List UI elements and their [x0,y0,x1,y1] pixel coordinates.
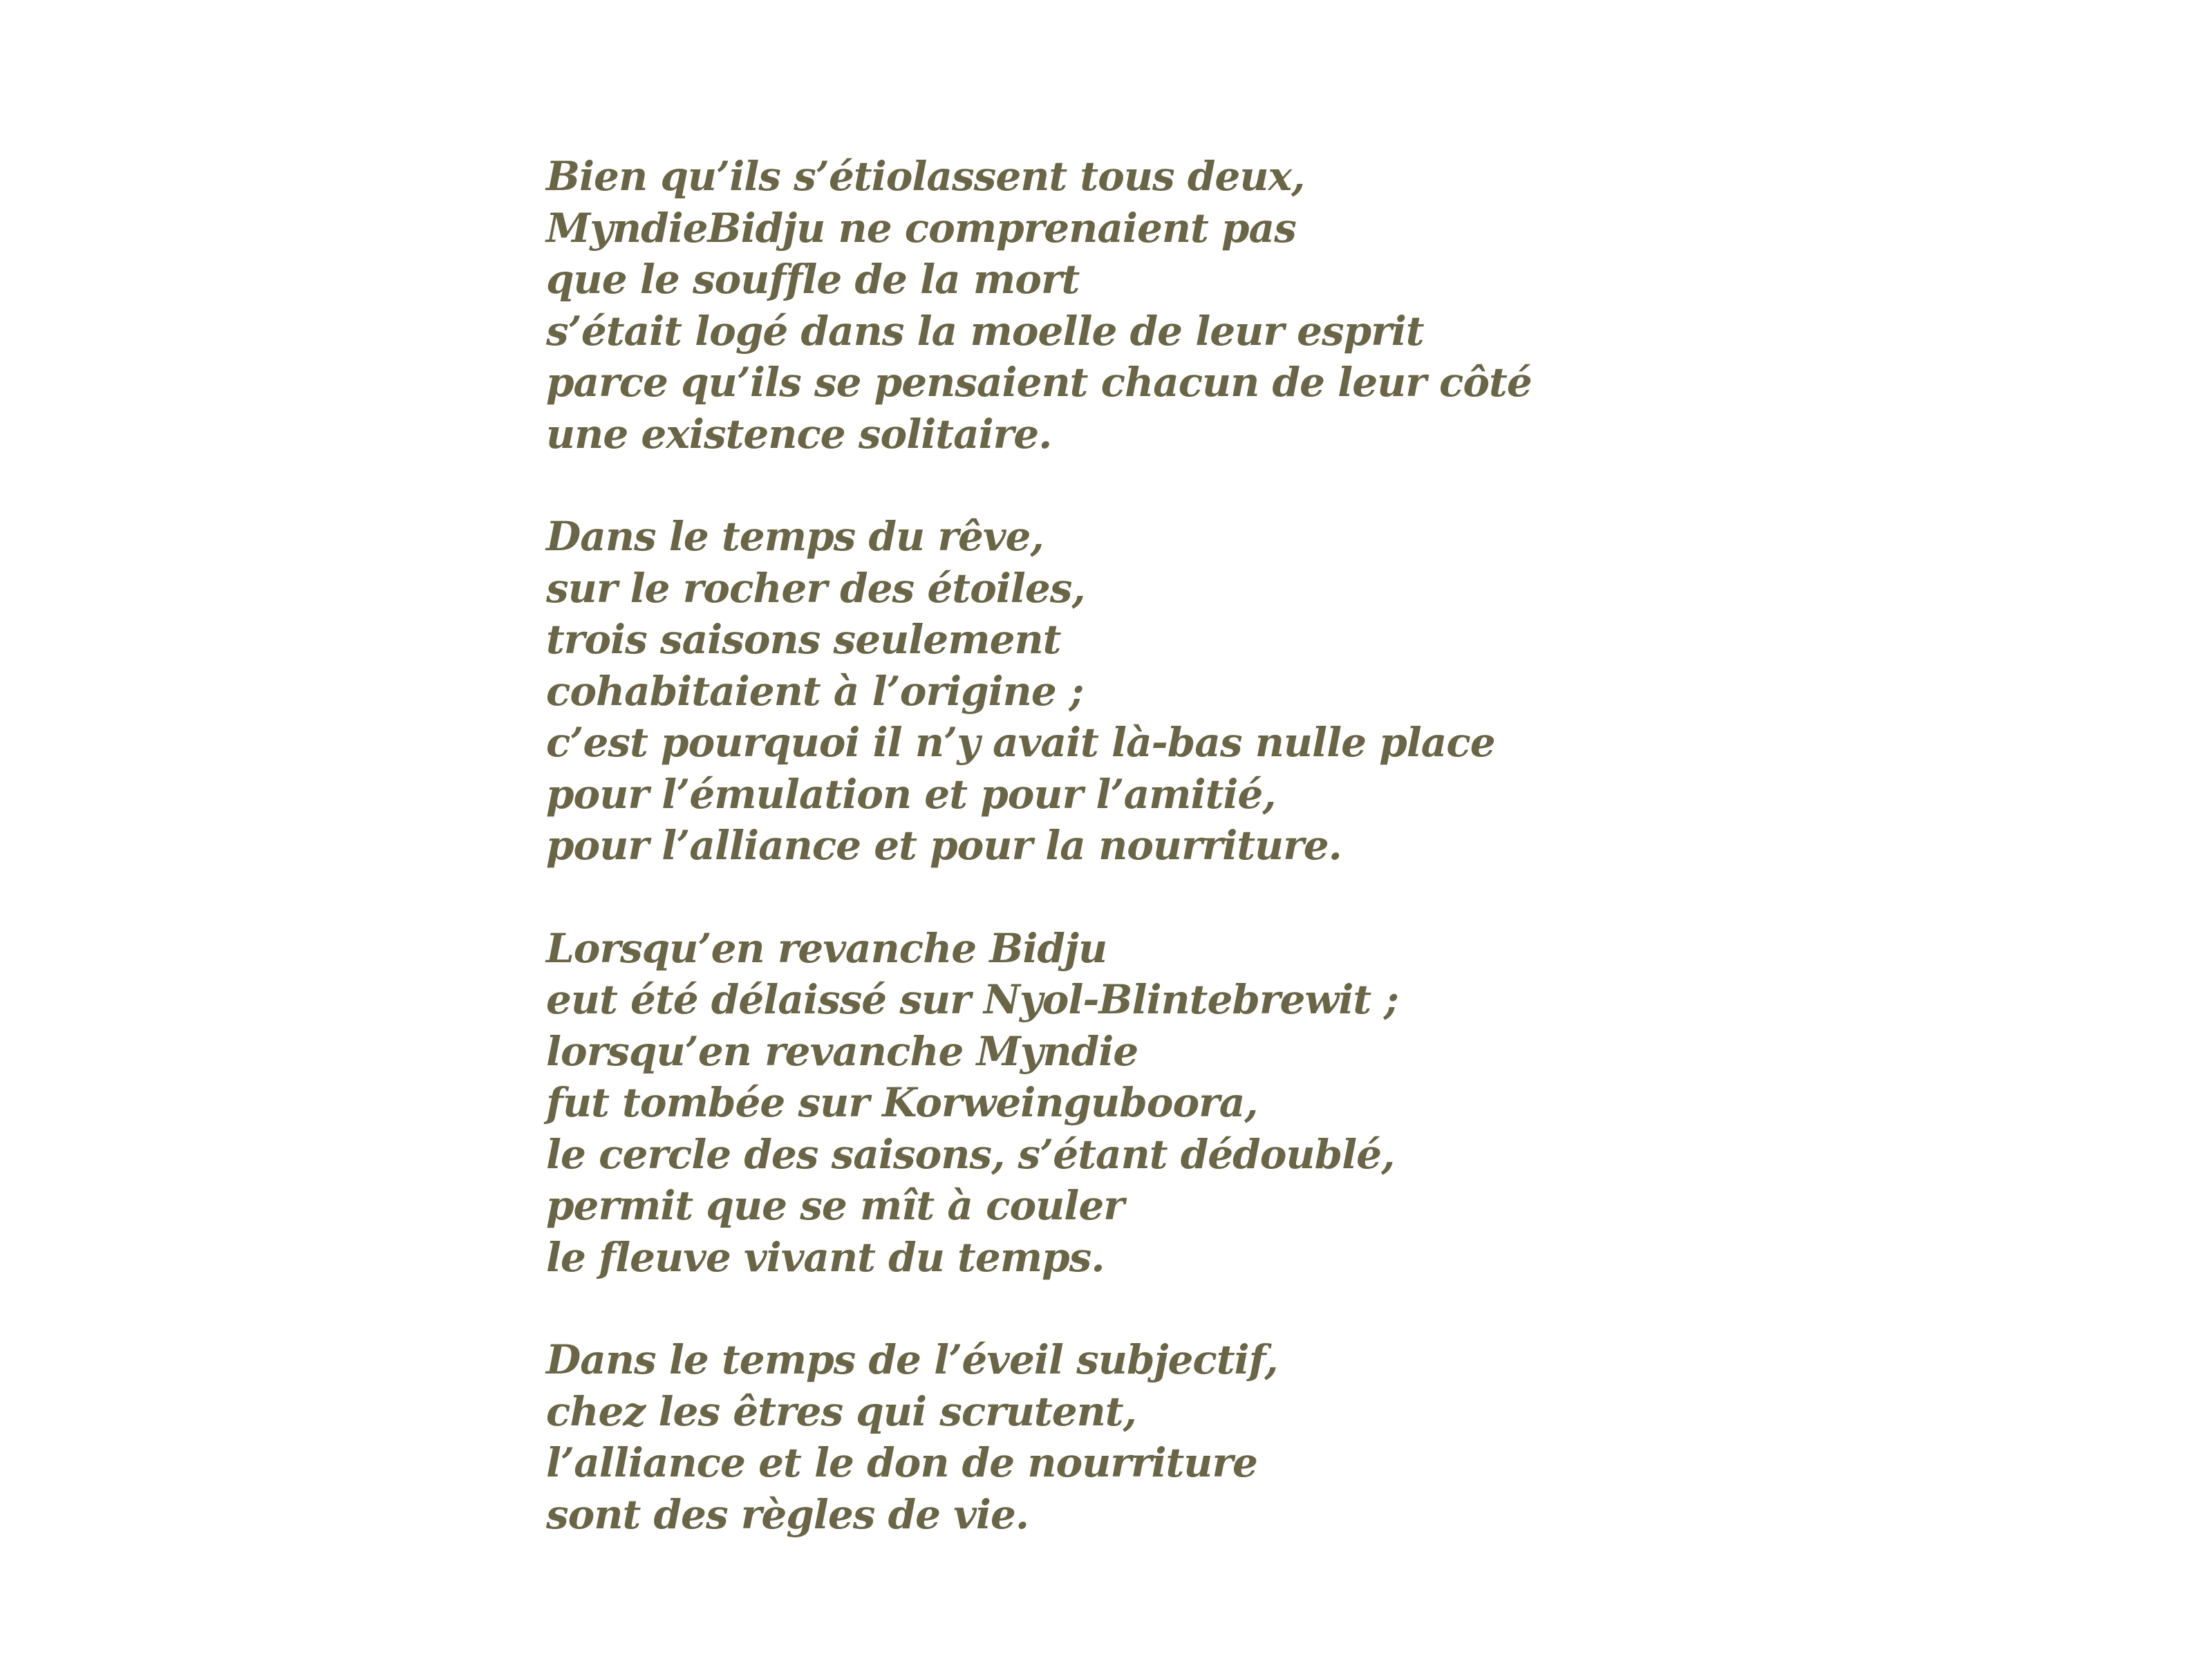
poem-line: le fleuve vivant du temps. [546,1233,1105,1281]
poem-line: chez les êtres qui scrutent, [546,1387,1136,1435]
poem [546,151,1721,1591]
poem-line: eut été délaissé sur Nyol-Blintebrewit ; [546,976,1398,1023]
poem-line: que le souffle de la mort [546,256,1080,303]
poem-line: lorsqu’en revanche Myndie [546,1027,1138,1075]
poem-line: Dans le temps de l’éveil subjectif, [546,1336,1278,1383]
stanza-4 [546,1334,1721,1540]
poem-line: une existence solitaire. [546,410,1052,458]
poem-line: trois saisons seulement [546,616,1061,663]
poem-line: sont des règles de vie. [546,1490,1029,1538]
poem-line: s’était logé dans la moelle de leur esprit [546,307,1424,355]
poem-line: Lorsqu’en revanche Bidju [546,924,1107,972]
poem-line: sur le rocher des étoiles, [546,564,1085,612]
poem-line: l’alliance et le don de nourriture [546,1439,1257,1486]
poem-line: le cercle des saisons, s’étant dédoublé, [546,1130,1395,1178]
poem-line: pour l’alliance et pour la nourriture. [546,822,1342,869]
stanza-1 [546,151,1721,460]
poem-line: fut tombée sur Korweinguboora, [546,1079,1258,1126]
poem-line: Dans le temps du rêve, [546,513,1044,560]
poem-line: parce qu’ils se pensaient chacun de leur côté [546,359,1532,406]
stanza-3 [546,923,1721,1284]
poem-line: pour l’émulation et pour l’amitié, [546,770,1276,818]
poem-line: MyndieBidju ne comprenaient pas [546,204,1296,252]
poem-line: cohabitaient à l’origine ; [546,667,1084,715]
poem-line: permit que se mît à couler [546,1182,1124,1229]
poem-line: c’est pourquoi il n’y avait là-bas nulle place [546,719,1495,766]
stanza-2 [546,511,1721,872]
poem-line: Bien qu’ils s’étiolassent tous deux, [546,153,1305,200]
